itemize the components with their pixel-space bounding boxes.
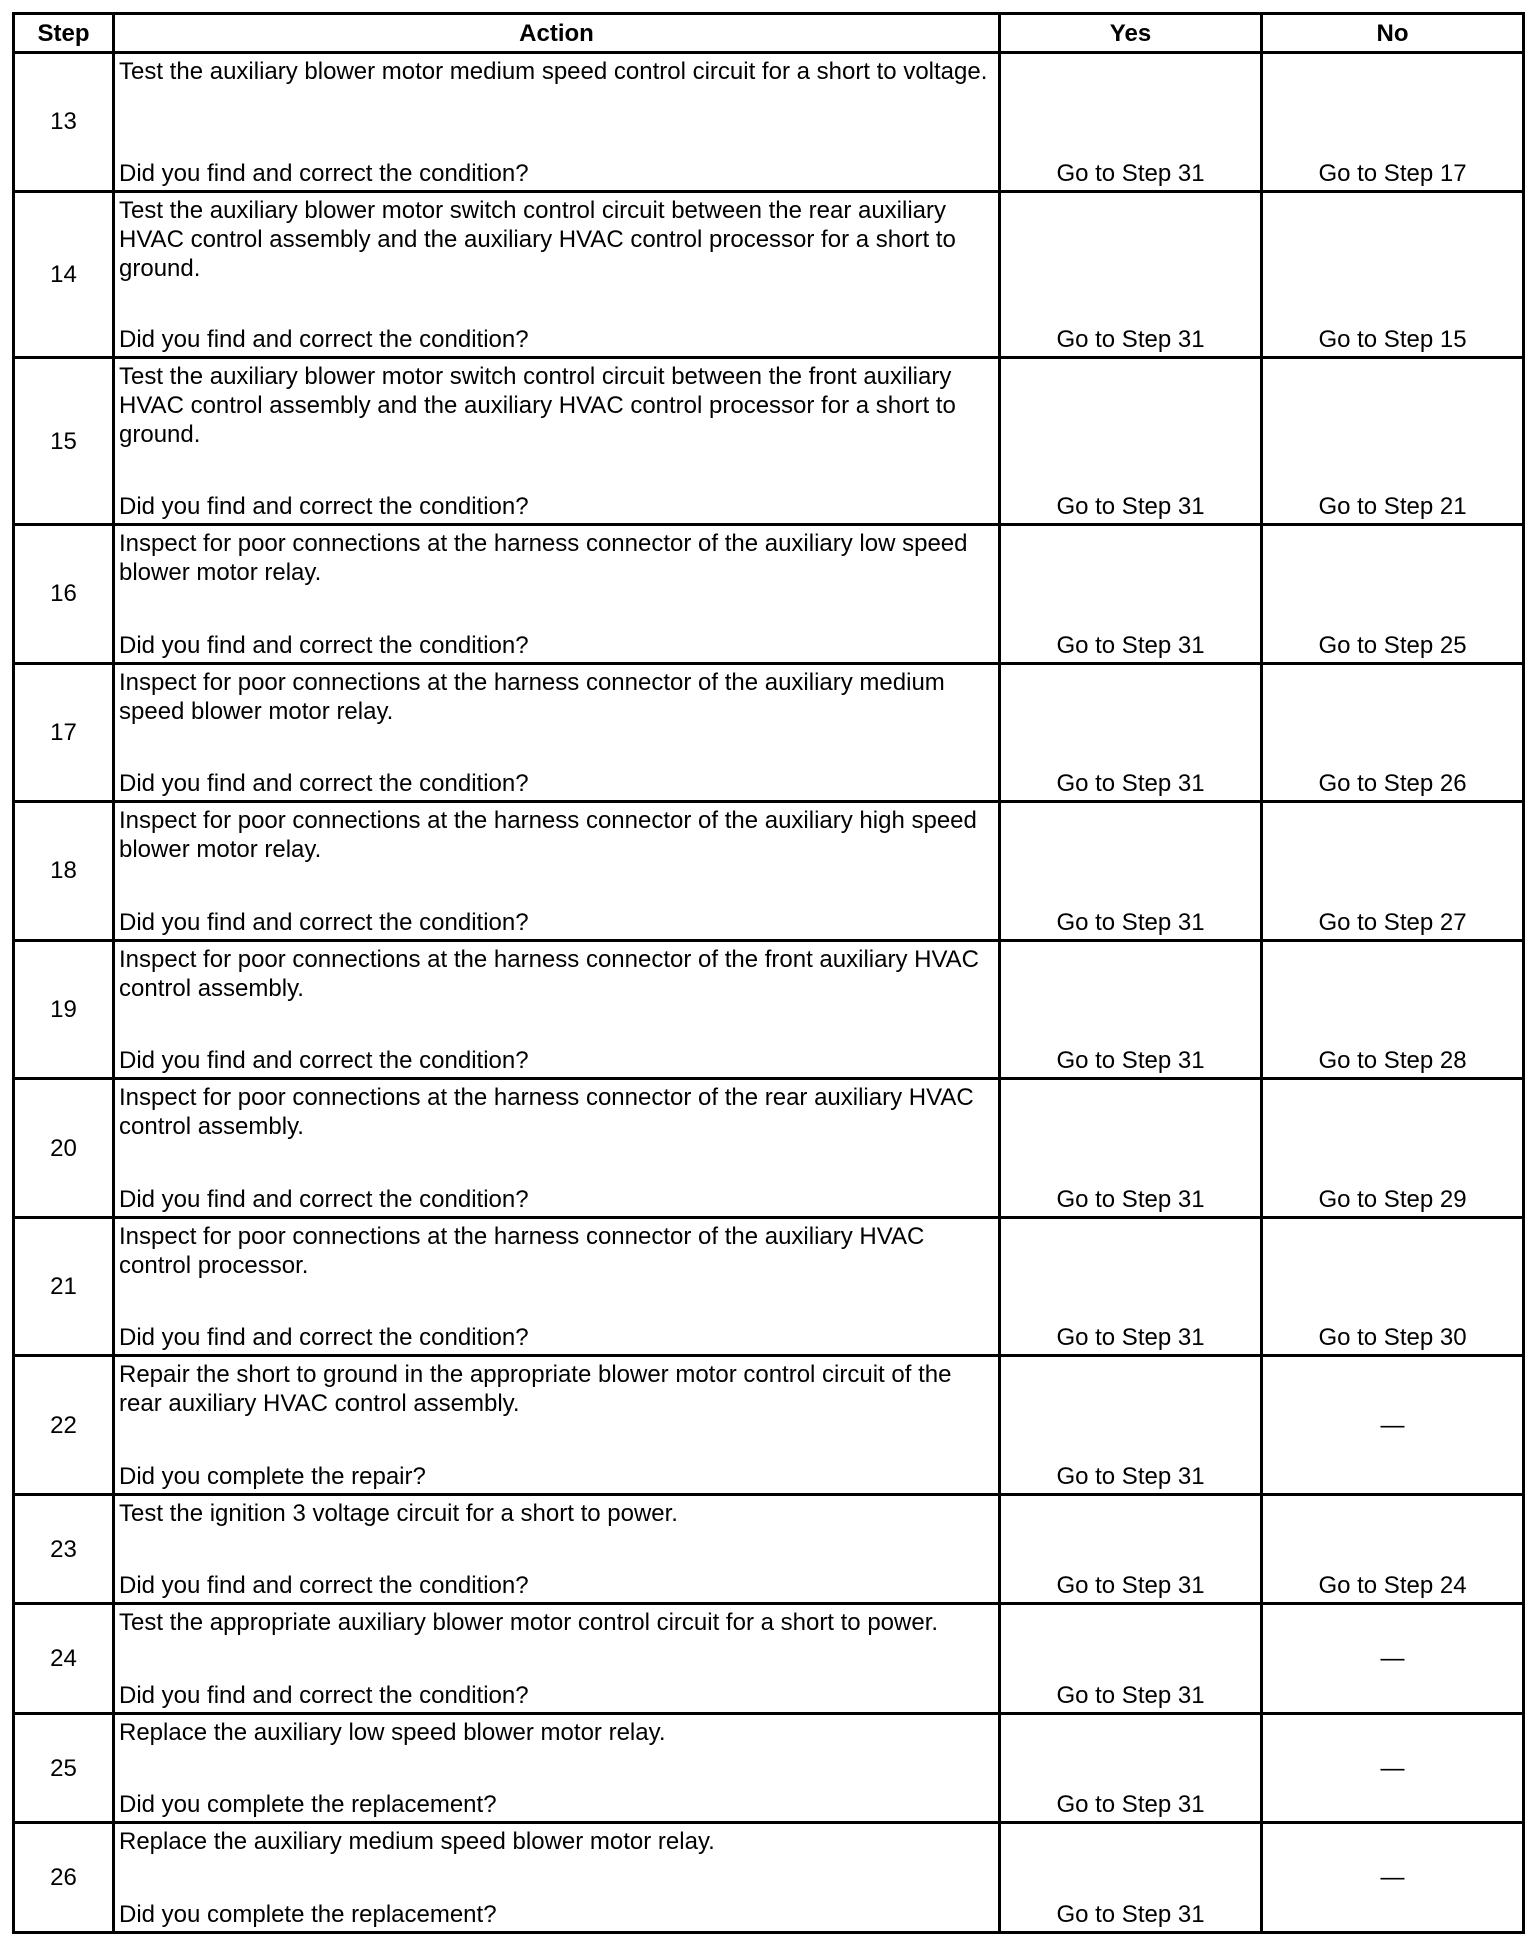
action-question: Did you find and correct the condition?	[119, 326, 529, 354]
step-number: 16	[14, 524, 114, 663]
action-question: Did you find and correct the condition?	[119, 1572, 529, 1600]
table-header-row	[14, 14, 1524, 53]
no-result: Go to Step 28	[1262, 940, 1524, 1079]
action-question: Did you find and correct the condition?	[119, 1185, 529, 1213]
yes-result: Go to Step 31	[1000, 524, 1262, 663]
no-result: Go to Step 29	[1262, 1079, 1524, 1218]
table-row	[14, 1604, 1524, 1713]
action-cell	[114, 358, 1000, 525]
table-row	[14, 524, 1524, 663]
action-text: Inspect for poor connections at the harness connector of the auxiliary low speed blower motor relay.	[119, 529, 968, 586]
yes-result: Go to Step 31	[1000, 1079, 1262, 1218]
yes-result: Go to Step 31	[1000, 1495, 1262, 1604]
no-result: Go to Step 21	[1262, 358, 1524, 525]
action-cell	[114, 1713, 1000, 1822]
action-question: Did you find and correct the condition?	[119, 1681, 529, 1709]
yes-result: Go to Step 31	[1000, 1217, 1262, 1356]
table-row	[14, 1356, 1524, 1495]
action-cell	[114, 1079, 1000, 1218]
table-row	[14, 1079, 1524, 1218]
yes-result: Go to Step 31	[1000, 663, 1262, 802]
no-result: —	[1262, 1356, 1524, 1495]
action-text: Test the auxiliary blower motor switch control circuit between the rear auxiliary HVAC control assembly and the auxiliary HVAC control processor for a short to ground.	[119, 196, 956, 282]
yes-result: Go to Step 31	[1000, 1604, 1262, 1713]
action-cell	[114, 802, 1000, 941]
action-cell	[114, 1217, 1000, 1356]
table-row	[14, 1823, 1524, 1933]
step-number: 24	[14, 1604, 114, 1713]
yes-result: Go to Step 31	[1000, 53, 1262, 192]
header-yes: Yes	[1000, 14, 1262, 53]
header-step: Step	[14, 14, 114, 53]
step-number: 21	[14, 1217, 114, 1356]
table-row	[14, 1713, 1524, 1822]
step-number: 26	[14, 1823, 114, 1933]
action-text: Test the auxiliary blower motor switch control circuit between the front auxiliary HVAC control assembly and the auxiliary HVAC control processor for a short to ground.	[119, 363, 956, 449]
table-row	[14, 1217, 1524, 1356]
action-text: Replace the auxiliary medium speed blower motor relay.	[119, 1828, 715, 1856]
table-row	[14, 53, 1524, 192]
no-result: Go to Step 26	[1262, 663, 1524, 802]
action-text: Replace the auxiliary low speed blower motor relay.	[119, 1718, 666, 1746]
table-row	[14, 191, 1524, 358]
action-question: Did you find and correct the condition?	[119, 908, 529, 936]
yes-result: Go to Step 31	[1000, 191, 1262, 358]
yes-result: Go to Step 31	[1000, 358, 1262, 525]
step-number: 18	[14, 802, 114, 941]
action-text: Inspect for poor connections at the harness connector of the auxiliary medium speed blower motor relay.	[119, 668, 945, 725]
header-no: No	[1262, 14, 1524, 53]
action-text: Test the appropriate auxiliary blower motor control circuit for a short to power.	[119, 1609, 939, 1637]
step-number: 23	[14, 1495, 114, 1604]
action-text: Test the auxiliary blower motor medium speed control circuit for a short to voltage.	[119, 58, 988, 85]
action-text: Repair the short to ground in the appropriate blower motor control circuit of the rear auxiliary HVAC control assembly.	[119, 1361, 952, 1418]
action-question: Did you find and correct the condition?	[119, 159, 529, 187]
diagnostic-table	[12, 12, 1525, 1934]
table-row	[14, 1495, 1524, 1604]
step-number: 25	[14, 1713, 114, 1822]
header-action: Action	[114, 14, 1000, 53]
action-text: Test the ignition 3 voltage circuit for a short to power.	[119, 1500, 678, 1528]
yes-result: Go to Step 31	[1000, 1713, 1262, 1822]
action-cell	[114, 940, 1000, 1079]
no-result: Go to Step 15	[1262, 191, 1524, 358]
action-text: Inspect for poor connections at the harness connector of the auxiliary high speed blower motor relay.	[119, 807, 977, 864]
action-question: Did you complete the replacement?	[119, 1901, 497, 1928]
no-result: —	[1262, 1604, 1524, 1713]
step-number: 20	[14, 1079, 114, 1218]
action-question: Did you find and correct the condition?	[119, 631, 529, 659]
table-row	[14, 940, 1524, 1079]
step-number: 13	[14, 53, 114, 192]
action-cell	[114, 53, 1000, 192]
action-question: Did you find and correct the condition?	[119, 492, 529, 520]
table-row	[14, 663, 1524, 802]
yes-result: Go to Step 31	[1000, 940, 1262, 1079]
step-number: 14	[14, 191, 114, 358]
action-cell	[114, 1823, 1000, 1933]
action-text: Inspect for poor connections at the harness connector of the rear auxiliary HVAC control assembly.	[119, 1084, 974, 1141]
step-number: 15	[14, 358, 114, 525]
no-result: Go to Step 30	[1262, 1217, 1524, 1356]
step-number: 19	[14, 940, 114, 1079]
no-result: Go to Step 24	[1262, 1495, 1524, 1604]
action-cell	[114, 1495, 1000, 1604]
no-result: Go to Step 25	[1262, 524, 1524, 663]
yes-result: Go to Step 31	[1000, 1356, 1262, 1495]
table-row	[14, 358, 1524, 525]
action-text: Inspect for poor connections at the harness connector of the auxiliary HVAC control processor.	[119, 1222, 925, 1279]
no-result: Go to Step 27	[1262, 802, 1524, 941]
action-question: Did you find and correct the condition?	[119, 770, 529, 798]
action-cell	[114, 1604, 1000, 1713]
yes-result: Go to Step 31	[1000, 802, 1262, 941]
action-cell	[114, 1356, 1000, 1495]
table-row	[14, 802, 1524, 941]
no-result: Go to Step 17	[1262, 53, 1524, 192]
step-number: 22	[14, 1356, 114, 1495]
action-question: Did you find and correct the condition?	[119, 1324, 529, 1352]
action-question: Did you complete the repair?	[119, 1463, 426, 1491]
action-cell	[114, 663, 1000, 802]
no-result: —	[1262, 1713, 1524, 1822]
action-text: Inspect for poor connections at the harness connector of the front auxiliary HVAC control assembly.	[119, 945, 980, 1002]
action-cell	[114, 524, 1000, 663]
no-result: —	[1262, 1823, 1524, 1933]
yes-result: Go to Step 31	[1000, 1823, 1262, 1933]
action-question: Did you complete the replacement?	[119, 1791, 497, 1819]
step-number: 17	[14, 663, 114, 802]
action-cell	[114, 191, 1000, 358]
action-question: Did you find and correct the condition?	[119, 1047, 529, 1075]
